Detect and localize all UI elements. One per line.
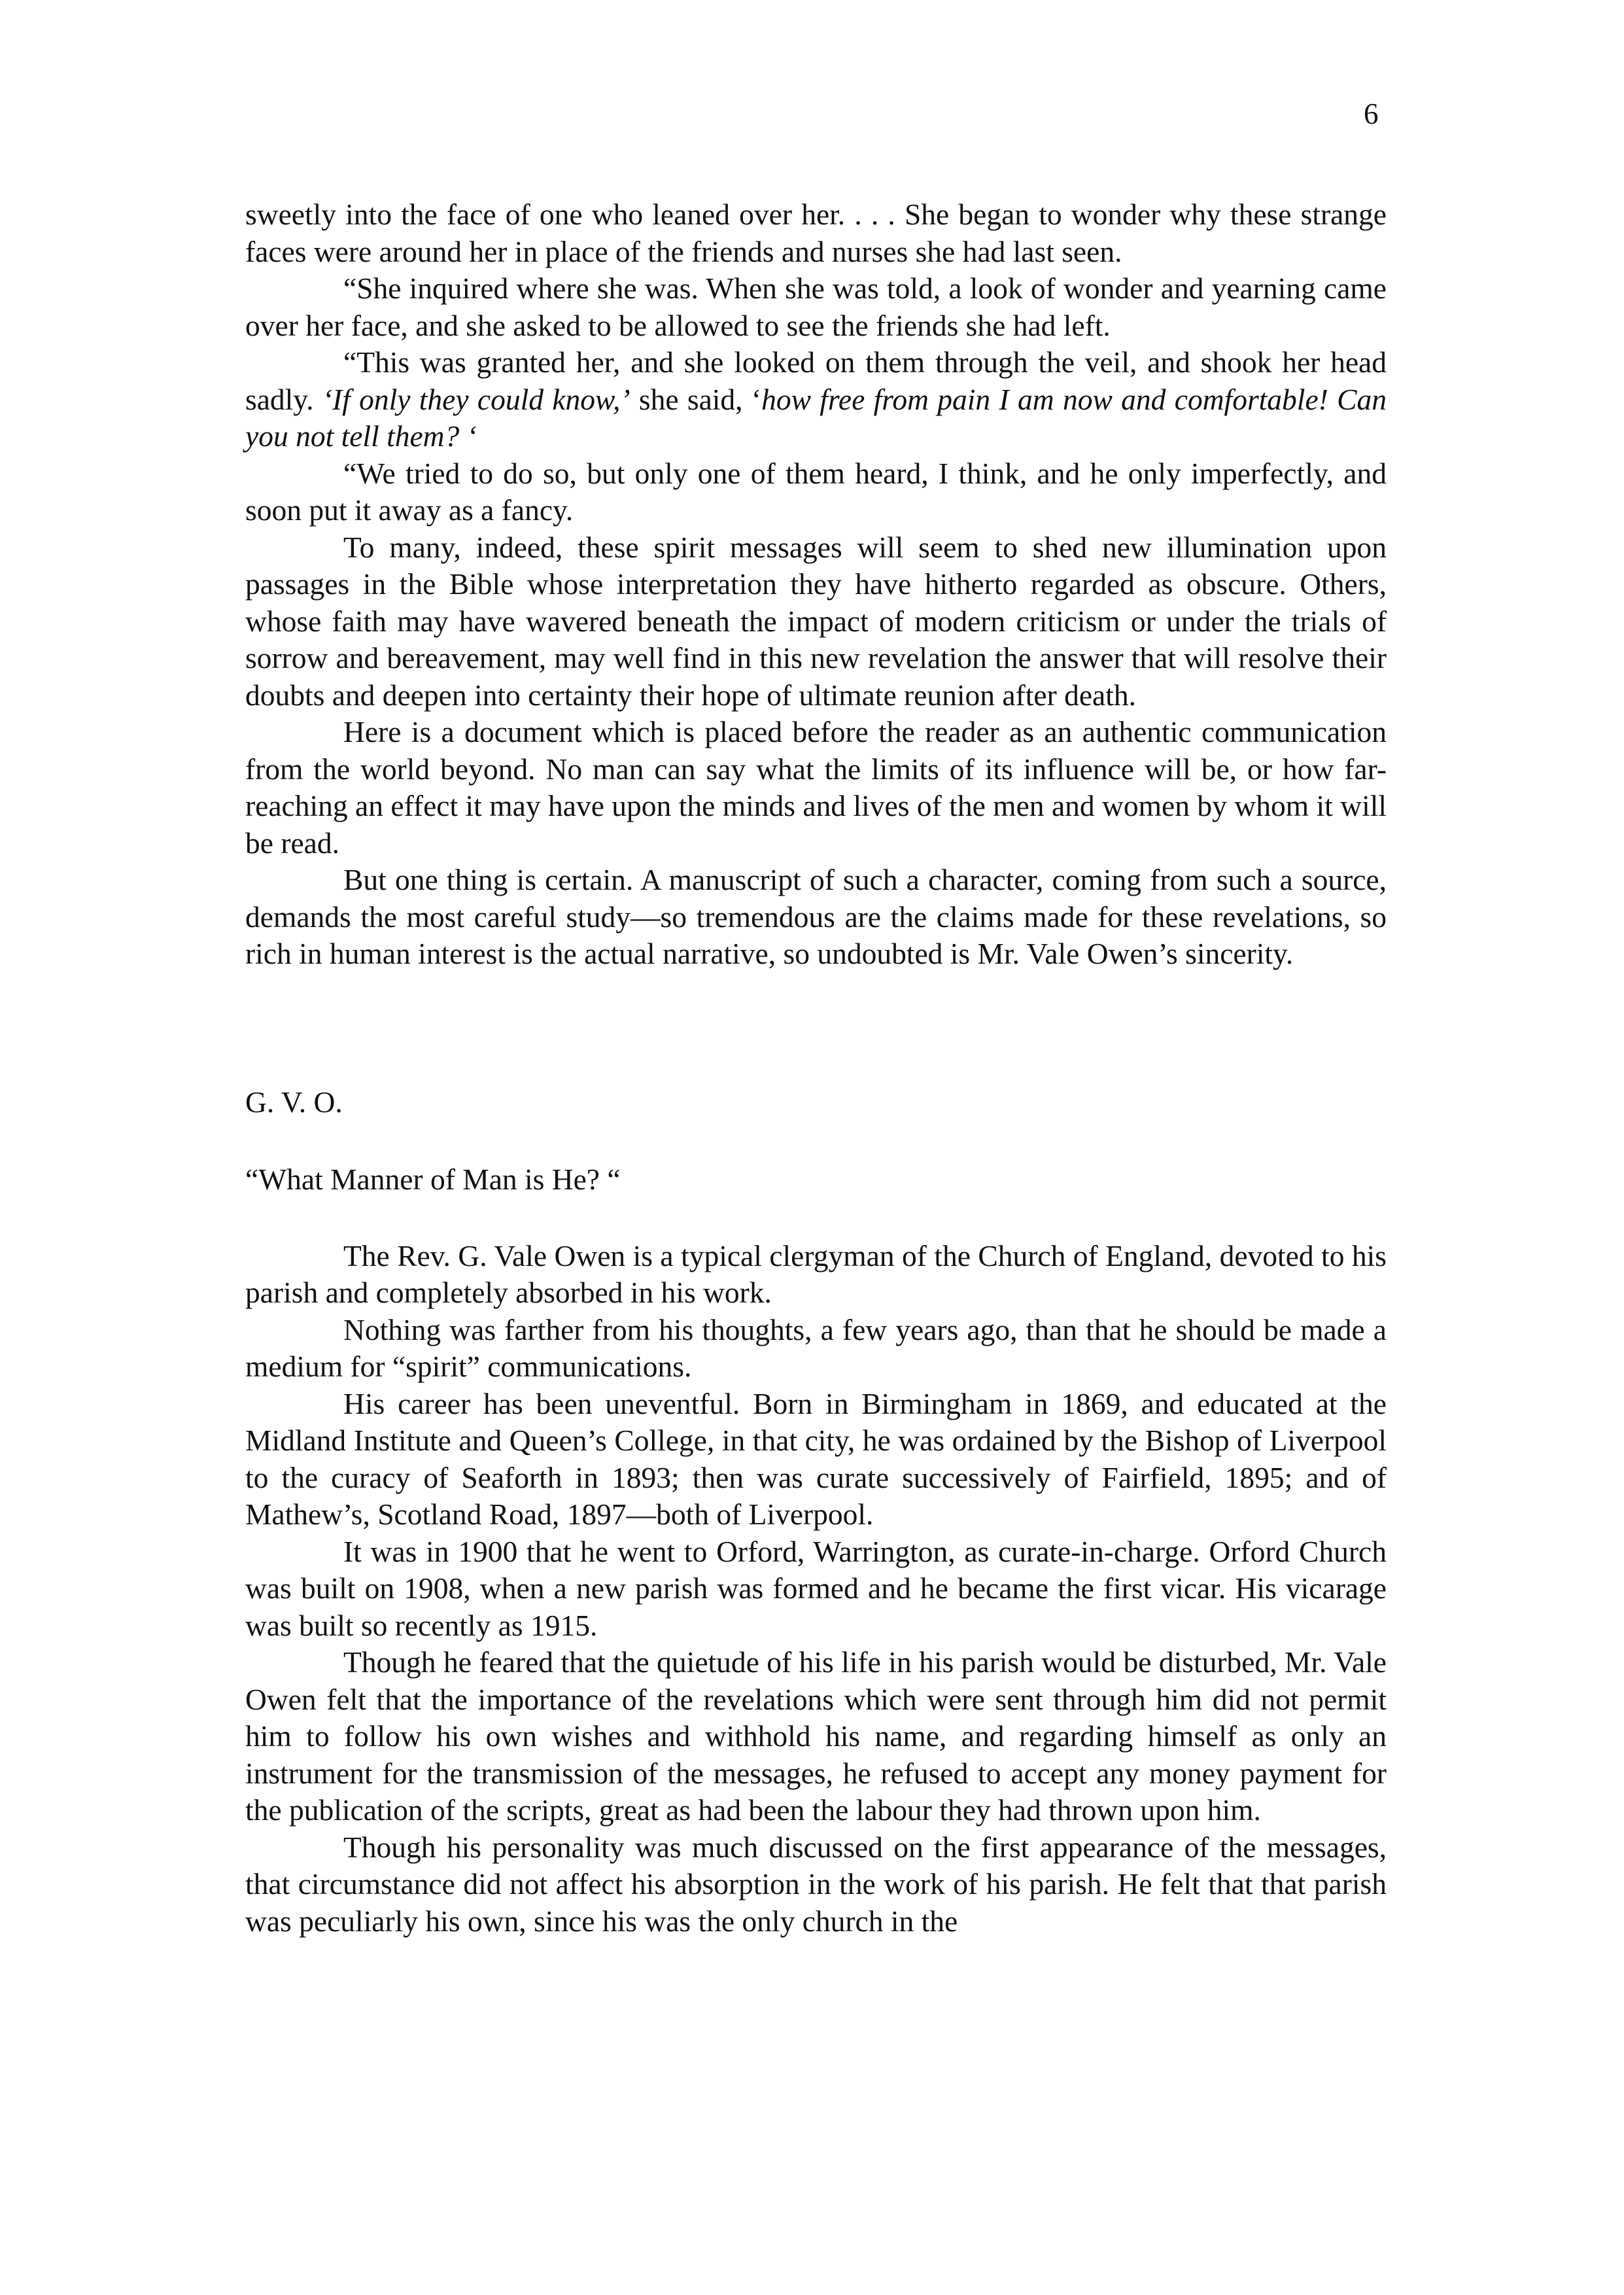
paragraph-inquired: “She inquired where she was. When she was told, a look of wonder and yearning came over her face, and she asked to be allowed to see the friends she had left.: [245, 272, 1387, 342]
paragraph-continuation: sweetly into the face of one who leaned over her. . . . She began to wonder why these strange faces were around her in place of the friends and nurses she had last seen.: [245, 198, 1387, 268]
document-body: [245, 196, 1387, 1940]
spacer: [245, 1121, 1387, 1161]
paragraph-tried: “We tried to do so, but only one of them heard, I think, and he only imperfectly, and soon put it away as a fancy.: [245, 456, 1387, 527]
paragraph-nothing-farther: Nothing was farther from his thoughts, a few years ago, than that he should be made a medium for “spirit” communications.: [245, 1312, 1387, 1383]
quote-free-from-pain: how free from pain I am now and comfortable! Can you not tell them? ‘: [245, 382, 1387, 453]
paragraph-career: His career has been uneventful. Born in Birmingham in 1869, and educated at the Midland Institute and Queen’s College, in that city, he was ordained by the Bishop of Liverpool to the curacy of Seaforth in 1893; then was curate successively of Fairfield, 1895; and of Mathew’s, Scotland Road, 1897—both of Liverpool.: [245, 1386, 1387, 1531]
paragraph-quietude: Though he feared that the quietude of his life in his parish would be disturbed, Mr. Vale Owen felt that the importance of the revelations which were sent through him did not permit him to follow his own wishes and withhold his name, and regarding himself as only an instrument for the transmission of the messages, he refused to accept any money payment for the publication of the scripts, great as had been the labour they had thrown upon him.: [245, 1645, 1387, 1827]
paragraph-granted: [245, 344, 1387, 455]
paragraph-document: Here is a document which is placed before the reader as an authentic communication from the world beyond. No man can say what the limits of its influence will be, or how far-reaching an effect it may have upon the minds and lives of the men and women by whom it will be read.: [245, 715, 1387, 860]
paragraph-orford: It was in 1900 that he went to Orford, Warrington, as curate-in-charge. Orford Church was built on 1908, when a new parish was formed and he became the first vicar. His vicarage was built so recently as 1915.: [245, 1534, 1387, 1642]
signature: G. V. O.: [245, 1085, 343, 1119]
paragraph-one-thing: But one thing is certain. A manuscript of such a character, coming from such a source, demands the most careful study—so tremendous are the claims made for these revelations, so rich in human interest is the actual narrative, so undoubted is Mr. Vale Owen’s sincerity.: [245, 863, 1387, 970]
paragraph-rev-owen: The Rev. G. Vale Owen is a typical clergyman of the Church of England, devoted to his parish and completely absorbed in his work.: [245, 1238, 1387, 1309]
spacer: [245, 1199, 1387, 1238]
paragraph-granted-text: “This was granted her, and she looked on them through the veil, and shook her head sadly.: [245, 345, 1387, 416]
page-number: 6: [1364, 97, 1379, 130]
quote-if-only: ‘If only they could know,’: [322, 382, 631, 416]
paragraph-granted-she-said: she said, ‘: [630, 382, 762, 416]
section-heading: “What Manner of Man is He? “: [245, 1163, 621, 1196]
paragraph-to-many: To many, indeed, these spirit messages will seem to shed new illumination upon passages in the Bible whose interpretation they have hitherto regarded as obscure. Others, whose faith may have wavered beneath the impact of modern criticism or under the trials of sorrow and bereavement, may well find in this new revelation the answer that will resolve their doubts and deepen into certainty their hope of ultimate reunion after death.: [245, 530, 1387, 712]
spacer: [245, 973, 1387, 1084]
paragraph-personality: Though his personality was much discussed on the first appearance of the messages, that circumstance did not affect his absorption in the work of his parish. He felt that that parish was peculiarly his own, since his was the only church in the: [245, 1830, 1387, 1938]
